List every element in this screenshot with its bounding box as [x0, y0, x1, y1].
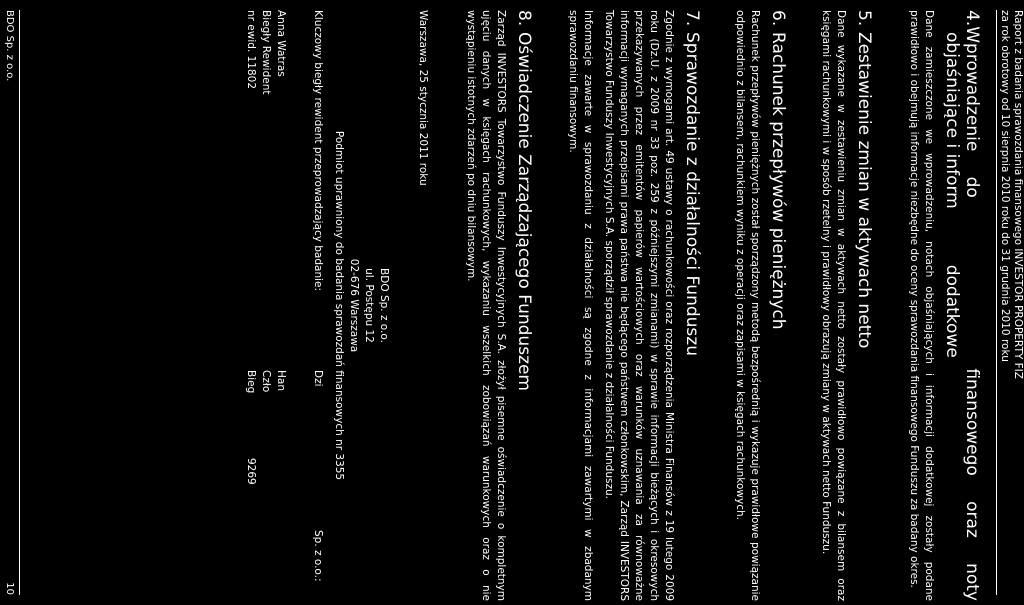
section-4-title-w4: oraz: [962, 501, 982, 538]
section-8: [463, 10, 534, 601]
auditor-name: Anna Watras: [275, 10, 287, 77]
running-header: [996, 10, 1024, 595]
header-period: za rok obrotowy od 10 sierpnia 2010 roku do 31 grudnia 2010 roku: [996, 10, 1011, 595]
section-7-body-2: Informacje zawarte w sprawozdaniu z działalności są zgodne z informacjami zawartymi w zbadanym sprawozdaniu finansowym.: [567, 10, 594, 601]
header-title: Raport z badania sprawozdania finansowego INVESTOR PROPERTY FIZ: [1012, 10, 1024, 379]
section-7-body-1: Zgodnie z wymogami art. 49 ustawy o rachunkowości oraz rozporządzenia Ministra Finansów z 19 lutego 2009 roku (Dz.U. z 2009 nr 33 poz. 259 z późniejszymi zmianami) w sprawie informacji bieżących i okresowych przekazywanych przez emitentów papierów wartościowych oraz warunków uznawania za równoważne informacji wymaganych przepisami prawa państwa nie będącego państwem członkowskim, Zarząd INVESTORS Towarzystwo Funduszy Inwestycyjnych S.A. sporządził sprawozdanie z działalności Funduszu.: [603, 10, 675, 601]
signature-block: [243, 10, 430, 601]
section-4-title-w3: finansowego: [962, 368, 982, 476]
section-7-heading: [682, 10, 702, 601]
section-6-title: Rachunek przepływów pieniężnych: [768, 32, 788, 330]
section-6-body: Rachunek przepływów pieniężnych został sporządzony metodą bezpośrednią i wykazuje prawidłowe powiązanie odpowiednio z bilansem, rachunkiem wyniku z operacji oraz zapisami w księgach rachunkowych.: [734, 10, 761, 601]
section-7-number: 7.: [682, 10, 702, 27]
section-7: [565, 10, 702, 601]
signature-row-heading: [310, 10, 325, 601]
page-footer: [2, 10, 20, 595]
section-4-title-w2: do: [962, 176, 982, 198]
section-4-body: Dane zamieszczone we wprowadzeniu, notach objaśniających i informacji dodatkowej zostały podane prawidłowo i obejmują informacje niezbędne do oceny sprawozdania finansowego Funduszu za badany okres.: [908, 10, 935, 601]
signature-c3-reg: 9269: [245, 458, 257, 485]
section-6-heading: [768, 10, 788, 601]
section-5-title: Zestawienie zmian w aktywach netto: [854, 32, 874, 349]
section-4: [906, 10, 982, 601]
signature-row-3: [243, 10, 258, 601]
footer-company: BDO Sp. z o.o.: [4, 10, 15, 82]
section-6: [732, 10, 788, 601]
section-8-number: 8.: [514, 10, 534, 27]
signature-row-2: [258, 10, 273, 601]
auditor-entity: Podmiot uprawniony do badania sprawozdań finansowych nr 3355: [333, 130, 345, 481]
signature-c2-line1: Han: [275, 370, 287, 391]
auditor-reg: nr ewid. 11802: [245, 10, 257, 90]
section-8-body: Zarząd INVESTORS Towarzystwo Funduszy Inwestycyjnych S.A. złożył pisemne oświadczenie o kompletnym ujęciu danych w księgach rachunkowych, wykazaniu wszelkich zobowiązań warunkowych oraz o nie wystąpieniu istotnych zdarzeń po dniu bilansowym.: [465, 10, 507, 601]
section-7-title: Sprawozdanie z działalności Funduszu: [682, 32, 702, 356]
signature-c2-line2: Czło: [260, 370, 272, 393]
section-4-number: 4.: [962, 10, 982, 27]
section-5-body: Dane wykazane w zestawieniu zmian w aktywach netto zostały prawidłowo powiązane z bilansem oraz księgami rachunkowymi i w sposób rzetelny i prawidłowy obrazują zmiany w aktywach netto Funduszu.: [820, 10, 847, 601]
signature-row-1: [273, 10, 288, 601]
signature-col2-partial: Dzi: [312, 370, 324, 387]
section-4-title-line2-end: dodatkowe: [942, 264, 962, 358]
section-4-heading: [962, 10, 982, 601]
auditor-street: ul. Postępu 12: [363, 268, 375, 343]
auditor-company: BDO Sp. z o.o.: [378, 268, 390, 343]
auditor-title: Biegły Rewident: [260, 10, 272, 95]
section-5-heading: [854, 10, 874, 601]
signature-date: Warszawa, 25 stycznia 2011 roku: [417, 10, 429, 186]
section-4-title-line2: objaśniające i inform: [942, 32, 962, 209]
signature-col3-partial: Sp. z o.o.:: [312, 530, 324, 582]
section-4-title-w5: noty: [962, 563, 982, 601]
section-6-number: 6.: [768, 10, 788, 27]
page-number: 10: [4, 582, 15, 595]
section-8-title: Oświadczenie Zarządzającego Funduszem: [514, 32, 534, 391]
section-8-heading: [514, 10, 534, 601]
section-5-number: 5.: [854, 10, 874, 27]
auditor-city: 02-676 Warszawa: [348, 258, 360, 353]
key-auditor-label: Kluczowy biegły rewident przeprowadzający badanie:: [312, 10, 324, 292]
section-4-heading-line2: [942, 10, 962, 601]
signature-c2-line3: Bieg: [245, 370, 257, 394]
section-4-title-w1: Wprowadzenie: [962, 26, 982, 152]
section-5: [818, 10, 874, 601]
